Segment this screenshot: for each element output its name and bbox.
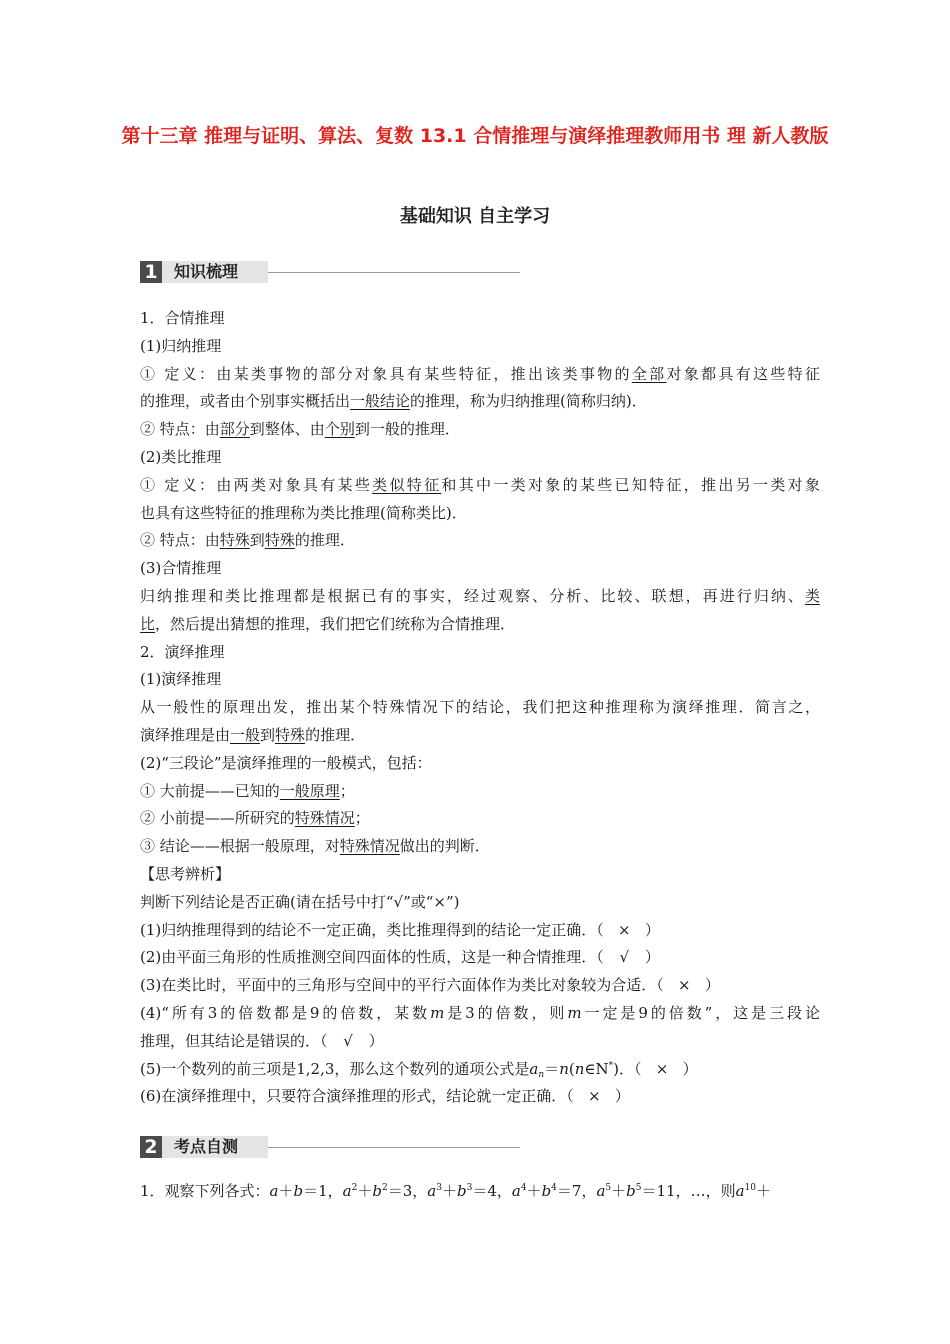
judgement-item: (5)一个数列的前三项是1,2,3，那么这个数列的通项公式是$a_n=n(n\in N^*)$．（ × ）	[140, 1056, 820, 1084]
section-rule	[268, 272, 520, 273]
text-line: 的推理，或者由个别事实概括出一般结论的推理，称为归纳推理(简称归纳)．	[140, 392, 647, 411]
section-number: 2	[140, 1136, 162, 1158]
judgement-item: (6)在演绎推理中，只要符合演绎推理的形式，结论就一定正确．（ × ）	[140, 1083, 820, 1111]
answer-blank: 类	[804, 586, 820, 605]
text-line: ① 大前提——已知的一般原理；	[140, 781, 355, 800]
text-line: (2)类比推理	[140, 447, 222, 466]
judgement-answer: ×	[618, 920, 631, 939]
answer-blank: 部分	[219, 420, 250, 439]
section-rule	[268, 1147, 520, 1148]
judgement-item: (4)“所有3的倍数都是9的倍数，某数m是3的倍数，则m一定是9的倍数”，这是三段论	[140, 1003, 820, 1022]
judgement-item: (1)归纳推理得到的结论不一定正确，类比推理得到的结论一定正确．（ × ）	[140, 917, 820, 945]
text-line: ② 小前提——所研究的特殊情况；	[140, 809, 370, 828]
text-line: ② 特点：由部分到整体、由个别到一般的推理．	[140, 420, 460, 439]
section-header-knowledge	[140, 261, 520, 283]
answer-blank: 特殊情况	[294, 809, 355, 828]
judgement-answer: ×	[678, 976, 691, 995]
text-line: 1．合情推理	[140, 309, 225, 327]
text-line: 判断下列结论是否正确(请在括号中打“√”或“×”)	[140, 892, 460, 911]
text-line: ① 定义：由两类对象具有某些类似特征和其中一类对象的某些已知特征，推出另一类对象	[140, 475, 820, 494]
answer-blank: 一般	[230, 725, 261, 744]
answer-blank: 比	[140, 614, 156, 633]
text-line: (2)“三段论”是演绎推理的一般模式，包括：	[140, 753, 432, 772]
text-line: (1)演绎推理	[140, 670, 222, 689]
judgement-answer: √	[343, 1031, 353, 1050]
judgement-item-cont: 推理，但其结论是错误的．（ √ ）	[140, 1028, 820, 1056]
text-line: 从一般性的原理出发，推出某个特殊情况下的结论，我们把这种推理称为演绎推理．简言之，	[140, 698, 820, 717]
section-number: 1	[140, 261, 162, 283]
section-header-selftest	[140, 1136, 520, 1158]
text-line: 归纳推理和类比推理都是根据已有的事实，经过观察、分析、比较、联想，再进行归纳、类	[140, 586, 820, 605]
section-label: 知识梳理	[162, 261, 268, 283]
answer-blank: 特殊	[219, 531, 250, 550]
answer-blank: 一般结论	[350, 392, 411, 411]
text-line: 2．演绎推理	[140, 642, 225, 661]
judgement-item: (2)由平面三角形的性质推测空间四面体的性质，这是一种合情推理．（ √ ）	[140, 944, 820, 972]
text-line: 也具有这些特征的推理称为类比推理(简称类比)．	[140, 503, 467, 522]
text-line: ② 特点：由特殊到特殊的推理．	[140, 531, 355, 550]
exercise-content	[140, 1178, 820, 1206]
judgement-answer: ×	[655, 1059, 669, 1078]
answer-blank: 特殊	[264, 531, 295, 550]
judgement-item: (3)在类比时，平面中的三角形与空间中的平行六面体作为类比对象较为合适．（ × ）	[140, 972, 820, 1000]
judgement-answer: ×	[588, 1087, 601, 1106]
document-title: 第十三章 推理与证明、算法、复数 13.1 合情推理与演绎推理教师用书 理 新人教版	[121, 125, 829, 147]
answer-blank: 一般原理	[279, 781, 340, 800]
text-line: (1)归纳推理	[140, 336, 222, 355]
answer-blank: 特殊	[275, 725, 306, 744]
text-line: ① 定义：由某类事物的部分对象具有某些特征，推出该类事物的全部对象都具有这些特征	[140, 364, 820, 383]
section-subtitle: 基础知识 自主学习	[399, 206, 551, 227]
answer-blank: 全部	[631, 364, 667, 383]
text-line: ③ 结论——根据一般原理，对特殊情况做出的判断．	[140, 837, 490, 856]
text-line: 比，然后提出猜想的推理，我们把它们统称为合情推理．	[140, 614, 516, 633]
text-line: (3)合情推理	[140, 559, 222, 578]
answer-blank: 特殊情况	[339, 837, 400, 856]
think-heading: 【思考辨析】	[140, 864, 231, 883]
section-label: 考点自测	[162, 1136, 268, 1158]
exercise-item: 1．观察下列各式：a＋b＝1，$a^2+b^2=3$，$a^3+b^3=4$，$a^4+b^4=7$，$a^5+b^5=11$，…，则$a^{10}+$	[140, 1182, 772, 1200]
judgement-answer: √	[619, 948, 630, 967]
answer-blank: 类似特征	[372, 475, 442, 494]
answer-blank: 个别	[324, 420, 355, 439]
text-line: 演绎推理是由一般到特殊的推理．	[140, 725, 366, 744]
knowledge-content	[140, 305, 820, 1111]
